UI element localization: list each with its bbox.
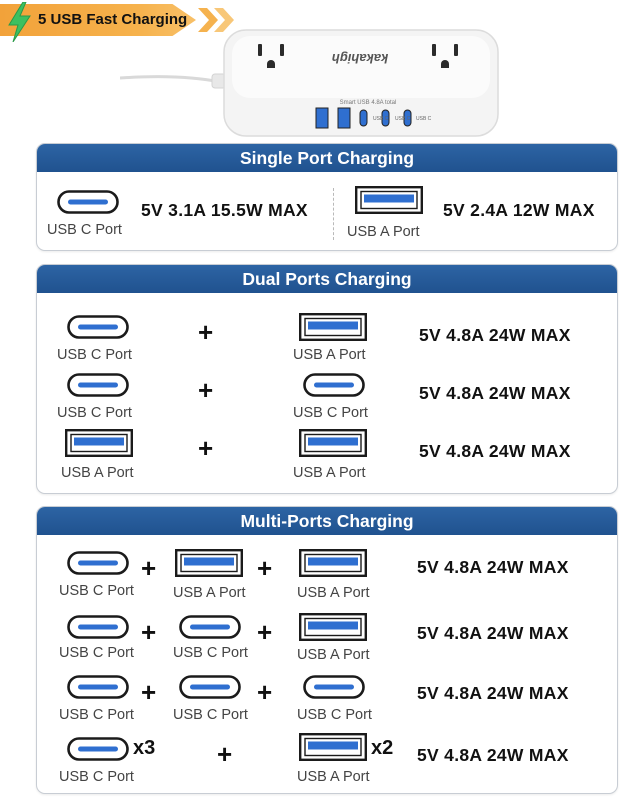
- port-label: USB A Port: [297, 769, 370, 785]
- plus-sign: +: [141, 617, 157, 647]
- single-port-title: Single Port Charging: [37, 144, 617, 172]
- port-label: USB C Port: [297, 707, 372, 723]
- plus-sign: +: [141, 677, 157, 707]
- svg-text:USB C: USB C: [416, 116, 432, 122]
- usb-a-port-icon: [175, 549, 243, 577]
- usb-c-spec: 5V 3.1A 15.5W MAX: [141, 200, 308, 220]
- usb-c-port-icon: [67, 551, 129, 575]
- port-label: USB C Port: [57, 405, 132, 421]
- power-strip-image: [120, 24, 510, 144]
- charging-spec: 5V 4.8A 24W MAX: [417, 623, 569, 643]
- port-label: USB A Port: [297, 647, 370, 663]
- usb-c-port-icon: [67, 737, 129, 761]
- multi-ports-title: Multi-Ports Charging: [37, 507, 617, 535]
- divider: [333, 188, 334, 240]
- port-label: USB C Port: [59, 583, 134, 599]
- usb-a-port-icon: [355, 186, 423, 214]
- plus-sign: +: [198, 317, 214, 347]
- charging-spec: 5V 4.8A 24W MAX: [419, 325, 571, 345]
- port-label: USB A Port: [297, 585, 370, 601]
- usb-a-port-icon: [65, 429, 133, 457]
- charging-spec: 5V 4.8A 24W MAX: [419, 383, 571, 403]
- usb-c-port-icon: [67, 615, 129, 639]
- usb-c-port-icon: [179, 675, 241, 699]
- plus-sign: +: [198, 375, 214, 405]
- svg-text:Smart USB 4.8A total: Smart USB 4.8A total: [339, 100, 397, 106]
- usb-c-port-icon: [179, 615, 241, 639]
- usb-a-port-icon: [299, 549, 367, 577]
- plus-sign: +: [257, 677, 273, 707]
- usb-c-port-icon: [303, 373, 365, 397]
- charging-spec: 5V 4.8A 24W MAX: [417, 557, 569, 577]
- svg-text:USB C: USB C: [395, 116, 411, 122]
- charging-spec: 5V 4.8A 24W MAX: [419, 441, 571, 461]
- usb-a-spec: 5V 2.4A 12W MAX: [443, 200, 595, 220]
- port-label: USB C Port: [59, 769, 134, 785]
- usb-c-port-icon: [303, 675, 365, 699]
- port-label: USB A Port: [61, 465, 134, 481]
- lightning-bolt-icon: [6, 2, 32, 42]
- port-label: USB A Port: [173, 585, 246, 601]
- usb-c-port-icon: [67, 675, 129, 699]
- port-label: USB A Port: [293, 465, 366, 481]
- usb-c-port-icon: [57, 190, 119, 214]
- svg-text:USB C: USB C: [373, 116, 389, 122]
- port-label: USB C Port: [59, 645, 134, 661]
- dual-ports-panel: [36, 264, 618, 494]
- port-label: USB C Port: [293, 405, 368, 421]
- usb-a-port-icon: [299, 733, 367, 761]
- single-port-panel: [36, 143, 618, 251]
- plus-sign: +: [217, 739, 233, 769]
- usb-a-port-icon: [299, 613, 367, 641]
- multi-ports-panel: [36, 506, 618, 794]
- usb-a-quantity: x2: [371, 737, 394, 759]
- port-label: USB C Port: [59, 707, 134, 723]
- usb-a-port-icon: [299, 429, 367, 457]
- badge-title: 5 USB Fast Charging: [38, 11, 188, 28]
- plus-sign: +: [257, 617, 273, 647]
- plus-sign: +: [141, 553, 157, 583]
- port-label: USB C Port: [173, 707, 248, 723]
- port-label: USB C Port: [173, 645, 248, 661]
- port-label: USB A Port: [293, 347, 366, 363]
- plus-sign: +: [257, 553, 273, 583]
- charging-spec: 5V 4.8A 24W MAX: [417, 683, 569, 703]
- usb-c-quantity: x3: [133, 737, 156, 759]
- usb-c-label: USB C Port: [47, 222, 122, 238]
- dual-ports-title: Dual Ports Charging: [37, 265, 617, 293]
- port-label: USB C Port: [57, 347, 132, 363]
- plus-sign: +: [198, 433, 214, 463]
- usb-c-port-icon: [67, 373, 129, 397]
- brand-logo: kakahigh: [331, 51, 389, 66]
- usb-c-port-icon: [67, 315, 129, 339]
- usb-a-port-icon: [299, 313, 367, 341]
- charging-spec: 5V 4.8A 24W MAX: [417, 745, 569, 765]
- usb-a-label: USB A Port: [347, 224, 420, 240]
